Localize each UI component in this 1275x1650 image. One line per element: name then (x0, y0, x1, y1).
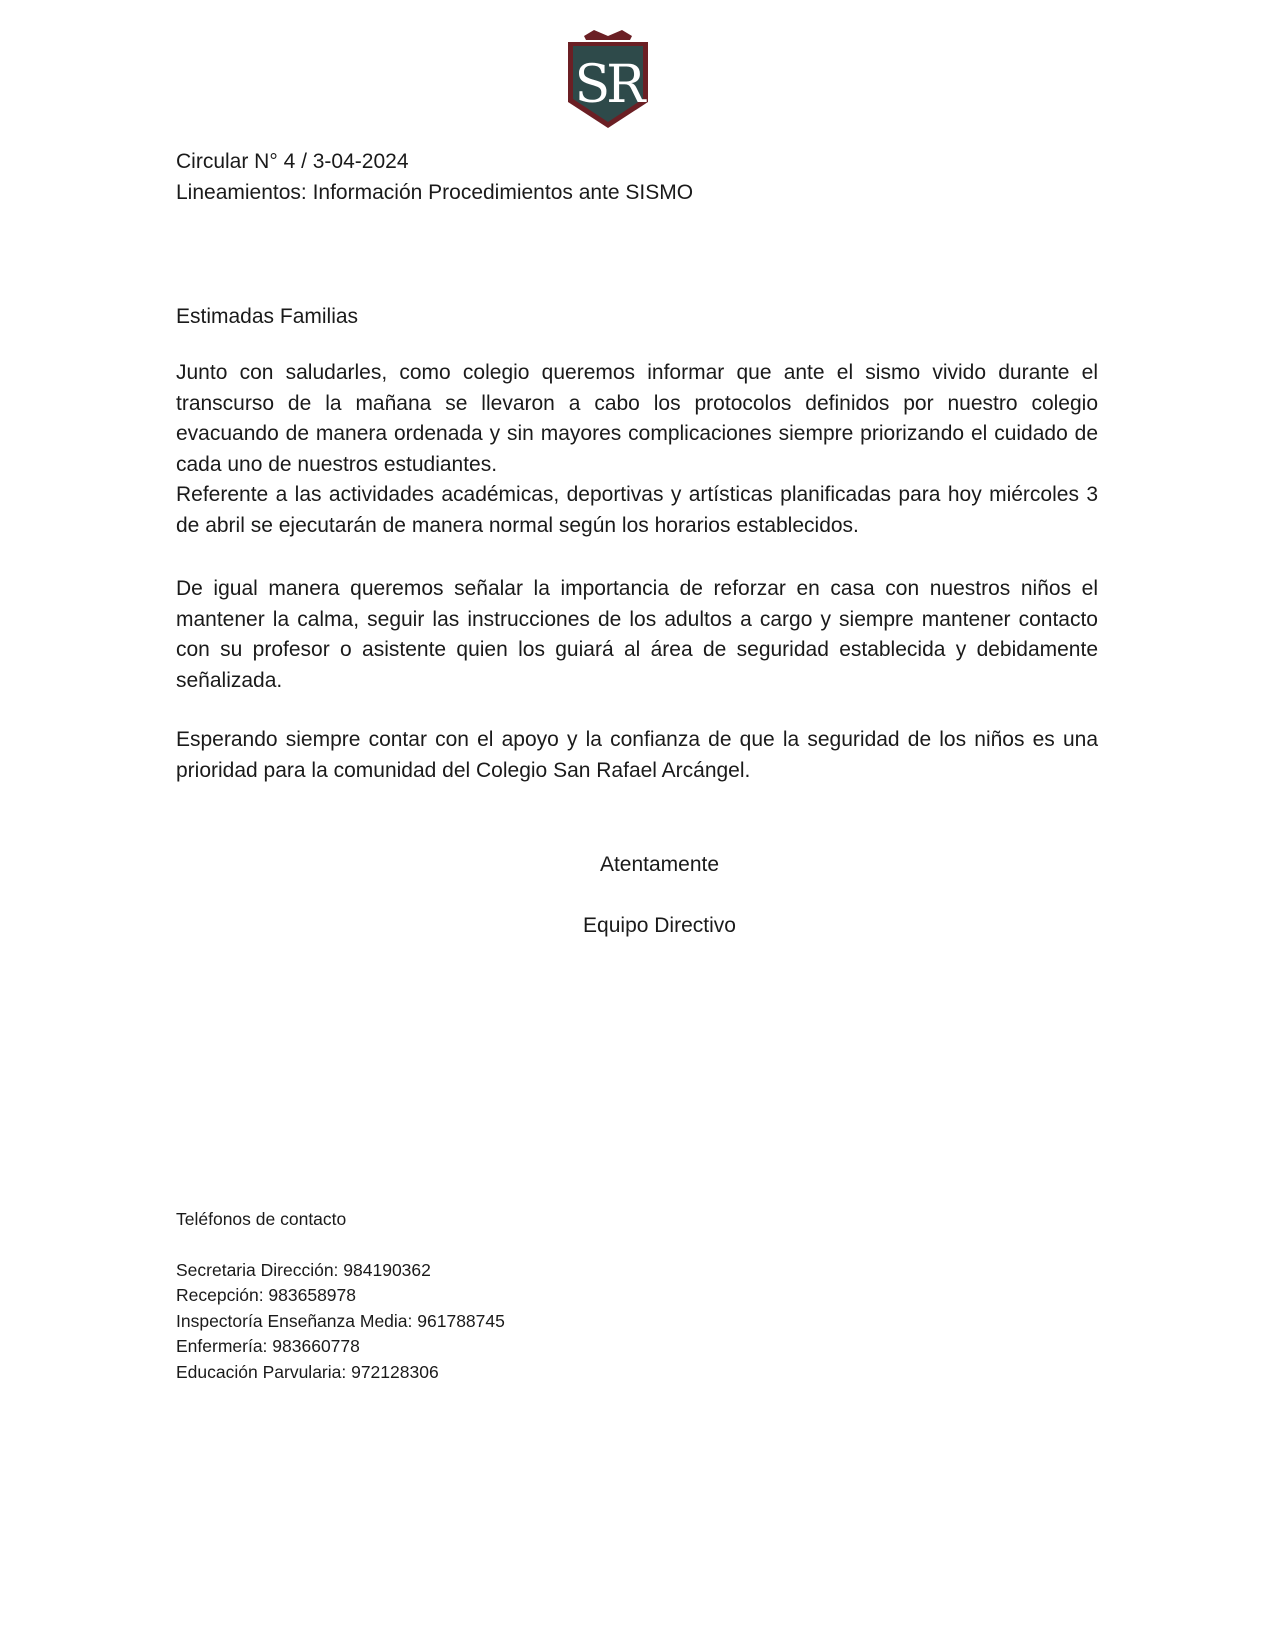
paragraph: Esperando siempre contar con el apoyo y la confianza de que la seguridad de los niños es una prioridad para la comunidad del Colegio San Rafael Arcángel. (176, 728, 1098, 782)
circular-number: Circular N° 4 / 3-04-2024 (176, 150, 409, 173)
body-section-2 (176, 574, 1098, 696)
sr-shield-icon (564, 28, 652, 132)
body-section-1 (176, 358, 1098, 541)
paragraph: Junto con saludarles, como colegio queremos informar que ante el sismo vivido durante el transcurso de la mañana se llevaron a cabo los protocolos definidos por nuestro colegio evacuando de manera ordenada y sin mayores complicaciones siempre priorizando el cuidado de cada uno de nuestros estudiantes. (176, 361, 1098, 476)
contact-item: Educación Parvularia: 972128306 (176, 1361, 439, 1382)
greeting: Estimadas Familias (176, 305, 359, 328)
contact-item: Secretaria Dirección: 984190362 (176, 1259, 431, 1280)
contact-item: Inspectoría Enseñanza Media: 961788745 (176, 1310, 505, 1331)
school-logo (564, 28, 652, 132)
circular-header (176, 146, 693, 208)
closing-signature: Equipo Directivo (583, 914, 736, 937)
contact-list (176, 1207, 505, 1385)
closing-salutation: Atentamente (599, 853, 720, 876)
body-section-3 (176, 725, 1098, 786)
circular-subject: Lineamientos: Información Procedimientos ante SISMO (176, 181, 694, 204)
logo-monogram: SR (574, 55, 642, 115)
contact-item: Recepción: 983658978 (176, 1285, 357, 1305)
contact-list-title: Teléfonos de contacto (176, 1209, 347, 1229)
paragraph: De igual manera queremos señalar la importancia de reforzar en casa con nuestros niños el mantener la calma, seguir las instrucciones de los adultos a cargo y siempre mantener contacto con su profesor o asistente quien los guiará al área de seguridad establecida y debidamente señalizada. (176, 577, 1098, 692)
paragraph: Referente a las actividades académicas, deportivas y artísticas planificadas para hoy miércoles 3 de abril se ejecutarán de manera normal según los horarios establecidos. (176, 483, 1098, 537)
contact-item: Enfermería: 983660778 (176, 1336, 360, 1356)
